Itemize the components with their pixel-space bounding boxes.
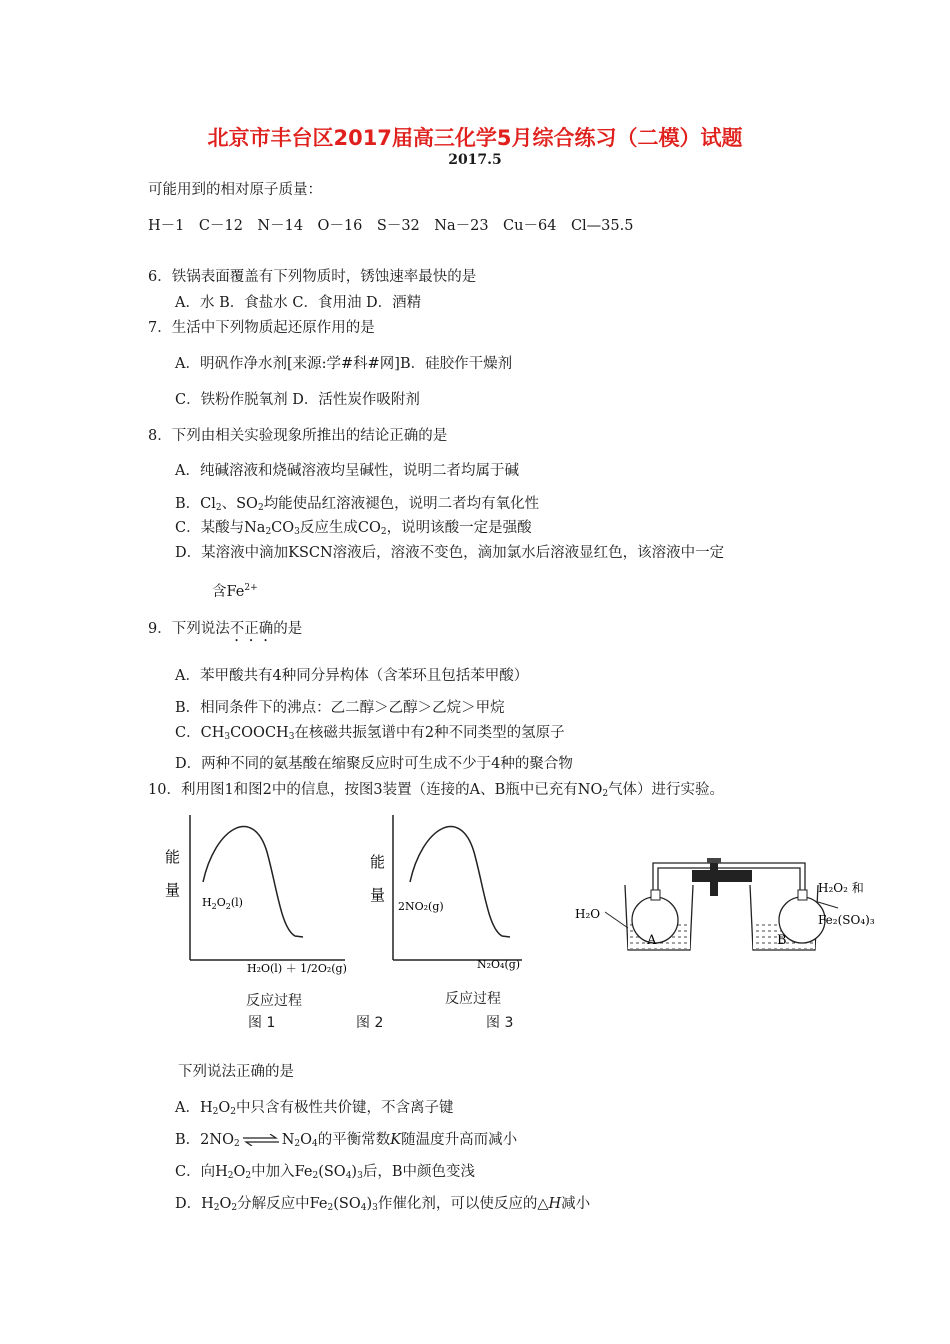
fig3-clamp bbox=[692, 870, 752, 882]
figure-1-energy-diagram bbox=[155, 810, 365, 980]
fig2-y-label-2: 量 bbox=[370, 886, 386, 904]
atomic-mass-label: 可能用到的相对原子质量： bbox=[148, 182, 322, 198]
q7-options-ab: A．明矾作净水剂[来源:学#科#网]B．硅胶作干燥剂 bbox=[175, 356, 513, 372]
fig2-caption: 图 2 bbox=[356, 1015, 384, 1031]
q9-option-a: A．苯甲酸共有4种同分异构体（含苯环且包括苯甲酸） bbox=[175, 668, 529, 684]
fig3-left-label: H₂O bbox=[575, 907, 601, 921]
q10-option-d: D．$H_2O_2$分解反应中$Fe_2(SO_4)_3$作催化剂，可以使反应的△H减小 bbox=[175, 1196, 591, 1213]
page-title: 北京市丰台区2017届高三化学5月综合练习（二模）试题 bbox=[207, 126, 743, 150]
figure-2-energy-diagram bbox=[362, 810, 542, 980]
atomic-mass-values: H－1 C－12 N－14 O－16 S－32 Na－23 Cu－64 Cl—35.5 bbox=[148, 218, 634, 234]
q10-option-a: A．$H_2O_2$中只含有极性共价键，不含离子键 bbox=[175, 1100, 454, 1117]
q10-lead: 下列说法正确的是 bbox=[178, 1064, 294, 1080]
fig3-bottle-a-label: A bbox=[647, 933, 657, 948]
fig1-energy-curve bbox=[203, 827, 303, 937]
q9-stem: 9．下列说法不正确的是 bbox=[148, 621, 303, 637]
q8-option-d: D．某溶液中滴加KSCN溶液后，溶液不变色，滴加氯水后溶液显红色，该溶液中一定 bbox=[175, 545, 725, 561]
q8-stem: 8．下列由相关实验现象所推出的结论正确的是 bbox=[148, 428, 448, 444]
fig2-product-label: N₂O₄(g) bbox=[477, 958, 521, 971]
q9-option-c: C．$CH_3COOCH_3$在核磁共振氢谱中有2种不同类型的氢原子 bbox=[175, 725, 565, 742]
fig2-reactant-label: 2NO₂(g) bbox=[398, 900, 444, 913]
q7-stem: 7．生活中下列物质起还原作用的是 bbox=[148, 320, 375, 336]
q6-options: A．水 B．食盐水 C．食用油 D．酒精 bbox=[175, 295, 422, 311]
q8-option-d-cont: 含$Fe^{2+}$ bbox=[212, 583, 258, 600]
fig2-y-label-1: 能 bbox=[370, 853, 386, 871]
fig1-x-label: 反应过程 bbox=[246, 993, 302, 1009]
fig3-bottle-b-label: B bbox=[777, 933, 787, 948]
fig3-caption: 图 3 bbox=[486, 1015, 514, 1031]
q9-option-d: D．两种不同的氨基酸在缩聚反应时可生成不少于4种的聚合物 bbox=[175, 756, 573, 772]
q6-stem: 6．铁锅表面覆盖有下列物质时，锈蚀速率最快的是 bbox=[148, 269, 477, 285]
equilibrium-arrow-icon bbox=[242, 1134, 280, 1146]
exam-date: 2017.5 bbox=[448, 152, 502, 168]
q8-option-a: A．纯碱溶液和烧碱溶液均呈碱性，说明二者均属于碱 bbox=[175, 463, 519, 479]
fig2-energy-curve bbox=[410, 827, 510, 937]
q10-option-c: C．向$H_2O_2$中加入$Fe_2(SO_4)_3$后，B中颜色变浅 bbox=[175, 1164, 475, 1181]
fig1-product-label: H₂O(l) ＋ 1/2O₂(g) bbox=[247, 962, 347, 975]
figure-3-apparatus bbox=[570, 850, 880, 960]
fig1-caption: 图 1 bbox=[248, 1015, 276, 1031]
fig3-right-label-1: H₂O₂ 和 bbox=[818, 881, 864, 895]
q8-option-c: C．某酸与$Na_2CO_3$反应生成$CO_2$，说明该酸一定是强酸 bbox=[175, 520, 532, 537]
q10-option-b: B．$2NO_2$ $N_2O_4$的平衡常数K随温度升高而减小 bbox=[175, 1132, 518, 1149]
fig3-right-label-2: Fe₂(SO₄)₃ bbox=[818, 913, 875, 927]
fig1-y-label-2: 量 bbox=[165, 881, 181, 899]
q9-option-b: B．相同条件下的沸点：乙二醇＞乙醇＞乙烷＞甲烷 bbox=[175, 700, 505, 716]
fig1-reactant-label: $H_2O_2(l)$ bbox=[202, 896, 243, 911]
fig2-x-label: 反应过程 bbox=[445, 991, 501, 1007]
q8-option-b: B．$Cl_2$、$SO_2$均能使品红溶液褪色，说明二者均有氧化性 bbox=[175, 496, 540, 513]
q7-options-cd: C．铁粉作脱氧剂 D．活性炭作吸附剂 bbox=[175, 392, 420, 408]
fig1-y-label-1: 能 bbox=[165, 848, 181, 866]
q10-stem: 10．利用图1和图2中的信息，按图3装置（连接的A、B瓶中已充有$NO_2$气体）进行实验。 bbox=[148, 782, 725, 799]
